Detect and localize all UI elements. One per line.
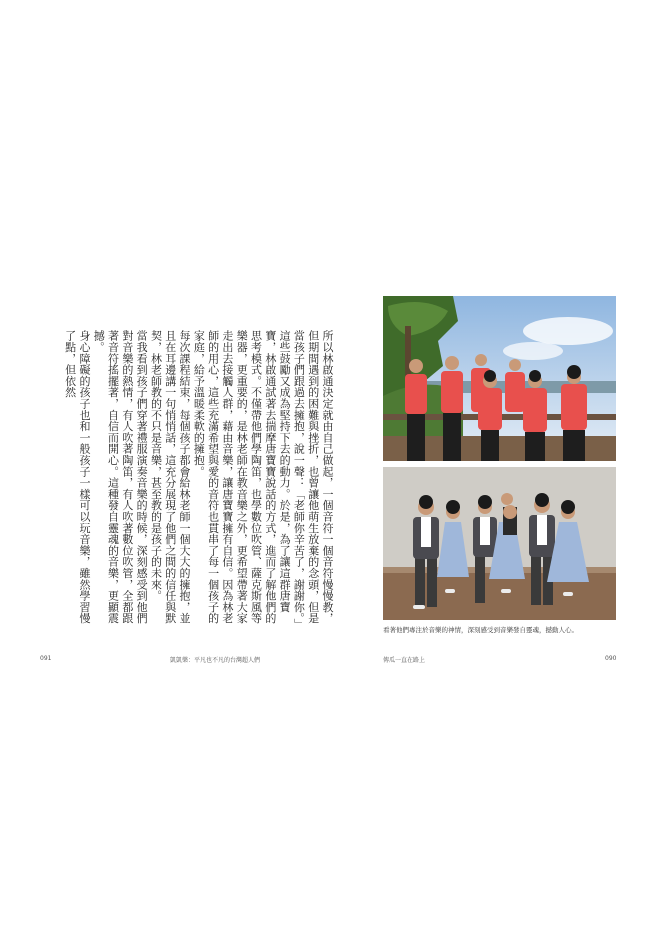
body-text: [52, 330, 334, 628]
page-number-left: 091: [40, 655, 52, 662]
book-title: 凱凱樂：平凡也不凡的台灣超人們: [170, 657, 261, 664]
paragraph-4: 身心障礙的孩子也和一般孩子一樣可以玩音樂，雖然學習慢了點，但依然: [63, 330, 91, 624]
chapter-title: 傳瓜一直在路上: [383, 657, 426, 664]
page-number-right: 090: [605, 655, 617, 662]
photo-caption: 看著他們專注於音樂的神情，深刻感受到音樂發自靈魂，撼動人心。: [383, 626, 578, 634]
paragraph-1: 所以林啟通決定就由自己做起，一個音符一個音符慢慢教，但期間遇到的困難與挫折，也曾讓他萌生放棄的念頭，但是當孩子們跟過去擁抱，說一聲：「老師你辛苦了，謝謝你。」這些鼓勵又成為堅持下去的動力。於是，為了讓這群唐寶寶，林啟通試著去揣摩唐寶寶說話的方式，進而了解他們的思考模式。不僅帶他們學陶笛，也學數位吹管、薩克斯風等樂器，更重要的，是林老師在教音樂之外，更希望帶著大家走出去接觸人群，藉由音樂，讓唐寶寶擁有自信。因為林老師的用心，這些充滿希望與愛的音符也貫串了每一個孩子的家庭，給予溫暖柔軟的擁抱。: [192, 330, 334, 625]
indoor-group-photo: [383, 467, 616, 620]
paragraph-2: 每次課程結束，每個孩子都會給林老師一個大大的擁抱，並且在耳邊講一句悄悄話，這充分展現了他們之間的信任與默契，林老師教的不只是音樂，甚至教的是孩子的未來。: [149, 330, 192, 624]
paragraph-3: 當我看到孩子們穿著禮服演奏音樂的時候，深刻感受到他們對音樂的熱情，有人吹著陶笛，有人吹著數位吹管，全都跟著音符搖擺著，自信而開心。這種發自靈魂的音樂，更顯震撼。: [92, 330, 149, 624]
outdoor-group-photo: [383, 296, 616, 461]
